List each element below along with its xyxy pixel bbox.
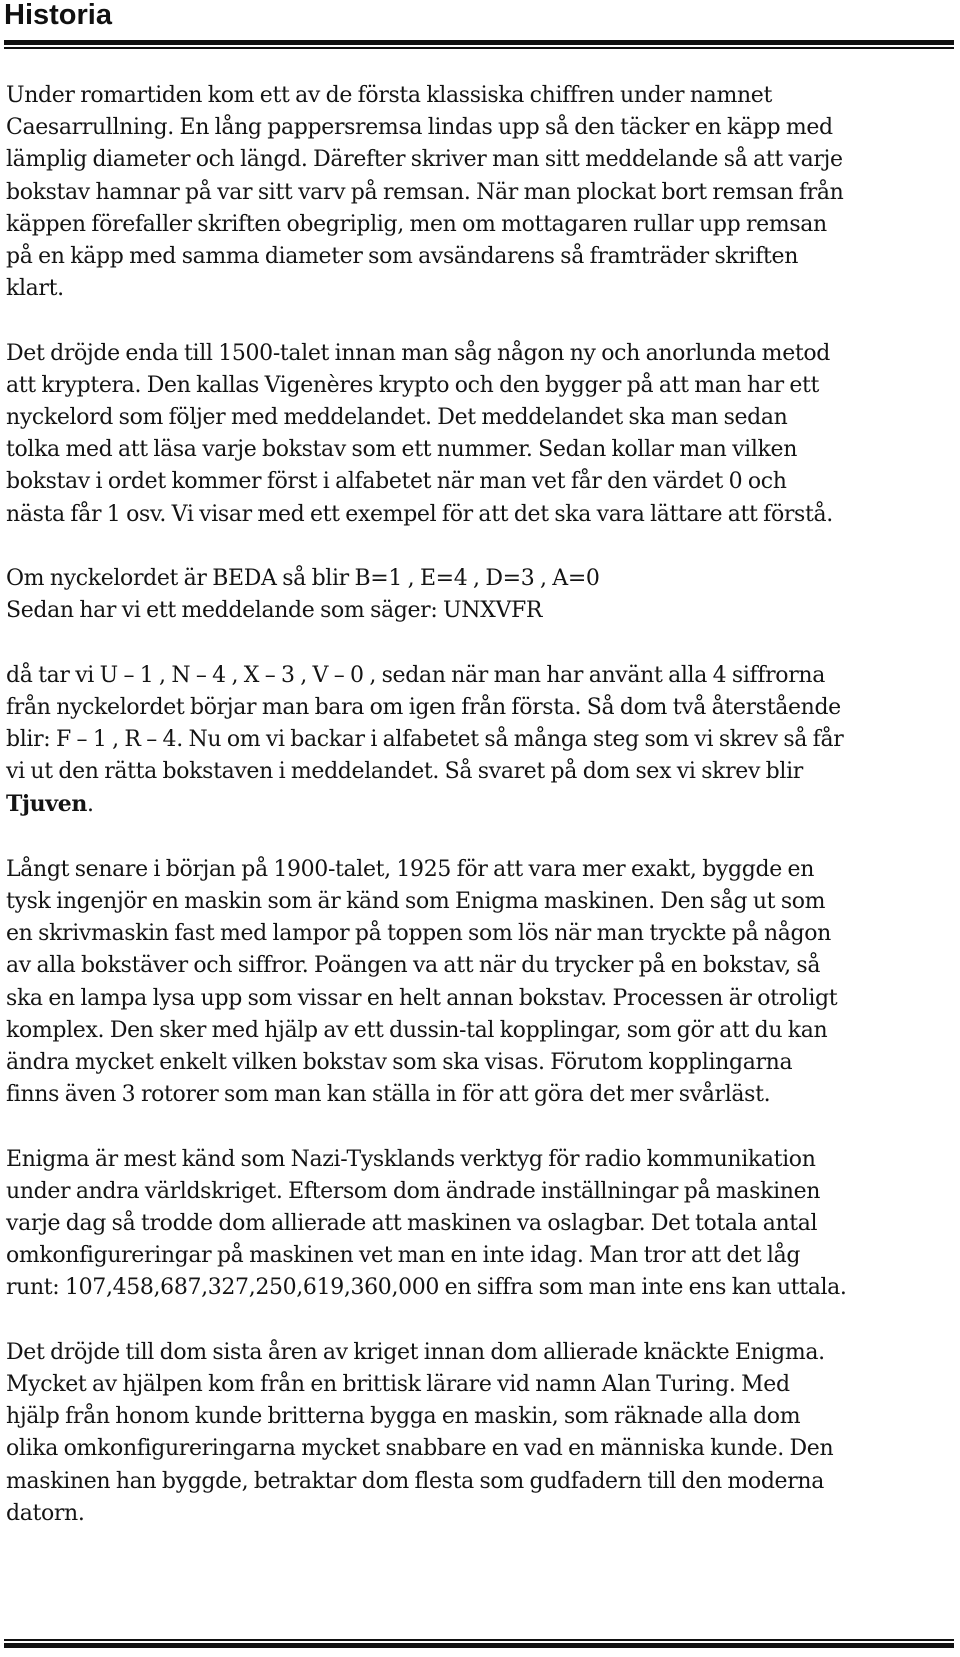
text-line: Caesarrullning. En lång pappersremsa lindas upp så den täcker en käpp med <box>6 115 833 141</box>
text-line: en skrivmaskin fast med lampor på toppen som lös när man tryckte på någon <box>6 921 832 947</box>
text-line: Det dröjde enda till 1500-talet innan man såg någon ny och anorlunda metod <box>6 340 830 366</box>
text-line: lämplig diameter och längd. Därefter skriver man sitt meddelande så att varje <box>6 147 843 173</box>
text-line: att kryptera. Den kallas Vigenères krypto och den bygger på att man har ett <box>6 372 820 398</box>
text-line: Långt senare i början på 1900-talet, 1925 för att vara mer exakt, byggde en <box>6 856 815 882</box>
text-line: av alla bokstäver och siffror. Poängen va att när du trycker på en bokstav, så <box>6 953 821 979</box>
paragraph-example-decode <box>6 660 954 822</box>
text-line: datorn. <box>6 1500 85 1526</box>
text-line: tolka med att läsa varje bokstav som ett nummer. Sedan kollar man vilken <box>6 437 798 463</box>
text-line: bokstav i ordet kommer först i alfabetet när man vet får den värdet 0 och <box>6 469 787 495</box>
text-line: under andra världskriget. Eftersom dom ändrade inställningar på maskinen <box>6 1178 821 1204</box>
text-line: bokstav hamnar på var sitt varv på remsan. När man plockat bort remsan från <box>6 179 844 205</box>
text-line: omkonfigureringar på maskinen vet man en inte idag. Man tror att det låg <box>6 1243 801 1269</box>
text-line: Det dröjde till dom sista åren av kriget innan dom allierade knäckte Enigma. <box>6 1339 825 1365</box>
text-line: Under romartiden kom ett av de första klassiska chiffren under namnet <box>6 83 772 108</box>
text-line: ändra mycket enkelt vilken bokstav som ska visas. Förutom kopplingarna <box>6 1050 793 1076</box>
text-line: Om nyckelordet är BEDA så blir B=1 , E=4 , D=3 , A=0 <box>6 566 600 592</box>
text-line: från nyckelordet börjar man bara om igen från första. Så dom två återstående <box>6 694 841 720</box>
text-line: blir: F – 1 , R – 4. Nu om vi backar i alfabetet så många steg som vi skrev så får <box>6 727 844 753</box>
text-line: nyckelord som följer med meddelandet. Det meddelandet ska man sedan <box>6 405 788 431</box>
answer-period: . <box>87 792 94 818</box>
text-line: Sedan har vi ett meddelande som säger: UNXVFR <box>6 598 543 624</box>
text-line: då tar vi U – 1 , N – 4 , X – 3 , V – 0 , sedan när man har använt alla 4 siffrorna <box>6 662 825 688</box>
text-line: komplex. Den sker med hjälp av ett dussin-tal kopplingar, som gör att du kan <box>6 1017 828 1043</box>
text-line: Mycket av hjälpen kom från en brittisk lärare vid namn Alan Turing. Med <box>6 1372 790 1398</box>
text-line: hjälp från honom kunde britterna bygga en maskin, som räknade alla dom <box>6 1404 801 1430</box>
top-divider <box>4 40 954 49</box>
text-line: vi ut den rätta bokstaven i meddelandet. Så svaret på dom sex vi skrev blir <box>6 759 803 785</box>
text-line: runt: 107,458,687,327,250,619,360,000 en siffra som man inte ens kan uttala. <box>6 1275 847 1301</box>
paragraph-caesar <box>6 80 954 305</box>
paragraph-vigenere <box>6 338 954 531</box>
text-line: på en käpp med samma diameter som avsändarens så framträder skriften <box>6 244 799 270</box>
text-line: Enigma är mest känd som Nazi-Tysklands verktyg för radio kommunikation <box>6 1146 816 1172</box>
text-line: käppen förefaller skriften obegriplig, men om mottagaren rullar upp remsan <box>6 211 827 237</box>
text-line: klart. <box>6 276 64 302</box>
paragraph-enigma-machine <box>6 854 954 1112</box>
page-title: Historia <box>4 0 112 31</box>
text-line <box>6 788 954 821</box>
text-line: olika omkonfigureringarna mycket snabbare en vad en människa kunde. Den <box>6 1436 834 1462</box>
text-line: maskinen han byggde, betraktar dom flesta som gudfadern till den moderna <box>6 1468 824 1494</box>
body-text <box>6 80 954 1530</box>
text-line: varje dag så trodde dom allierade att maskinen va oslagbar. Det totala antal <box>6 1211 818 1237</box>
text-line: nästa får 1 osv. Vi visar med ett exempel för att det ska vara lättare att förstå. <box>6 501 833 527</box>
bottom-divider <box>4 1639 954 1648</box>
paragraph-example-key <box>6 563 954 627</box>
answer-word: Tjuven <box>6 791 88 818</box>
paragraph-enigma-war <box>6 1144 954 1305</box>
paragraph-turing <box>6 1337 954 1530</box>
text-line: tysk ingenjör en maskin som är känd som Enigma maskinen. Den såg ut som <box>6 889 826 915</box>
text-line: finns även 3 rotorer som man kan ställa in för att göra det mer svårläst. <box>6 1082 771 1108</box>
text-line: ska en lampa lysa upp som vissar en helt annan bokstav. Processen är otroligt <box>6 985 838 1011</box>
